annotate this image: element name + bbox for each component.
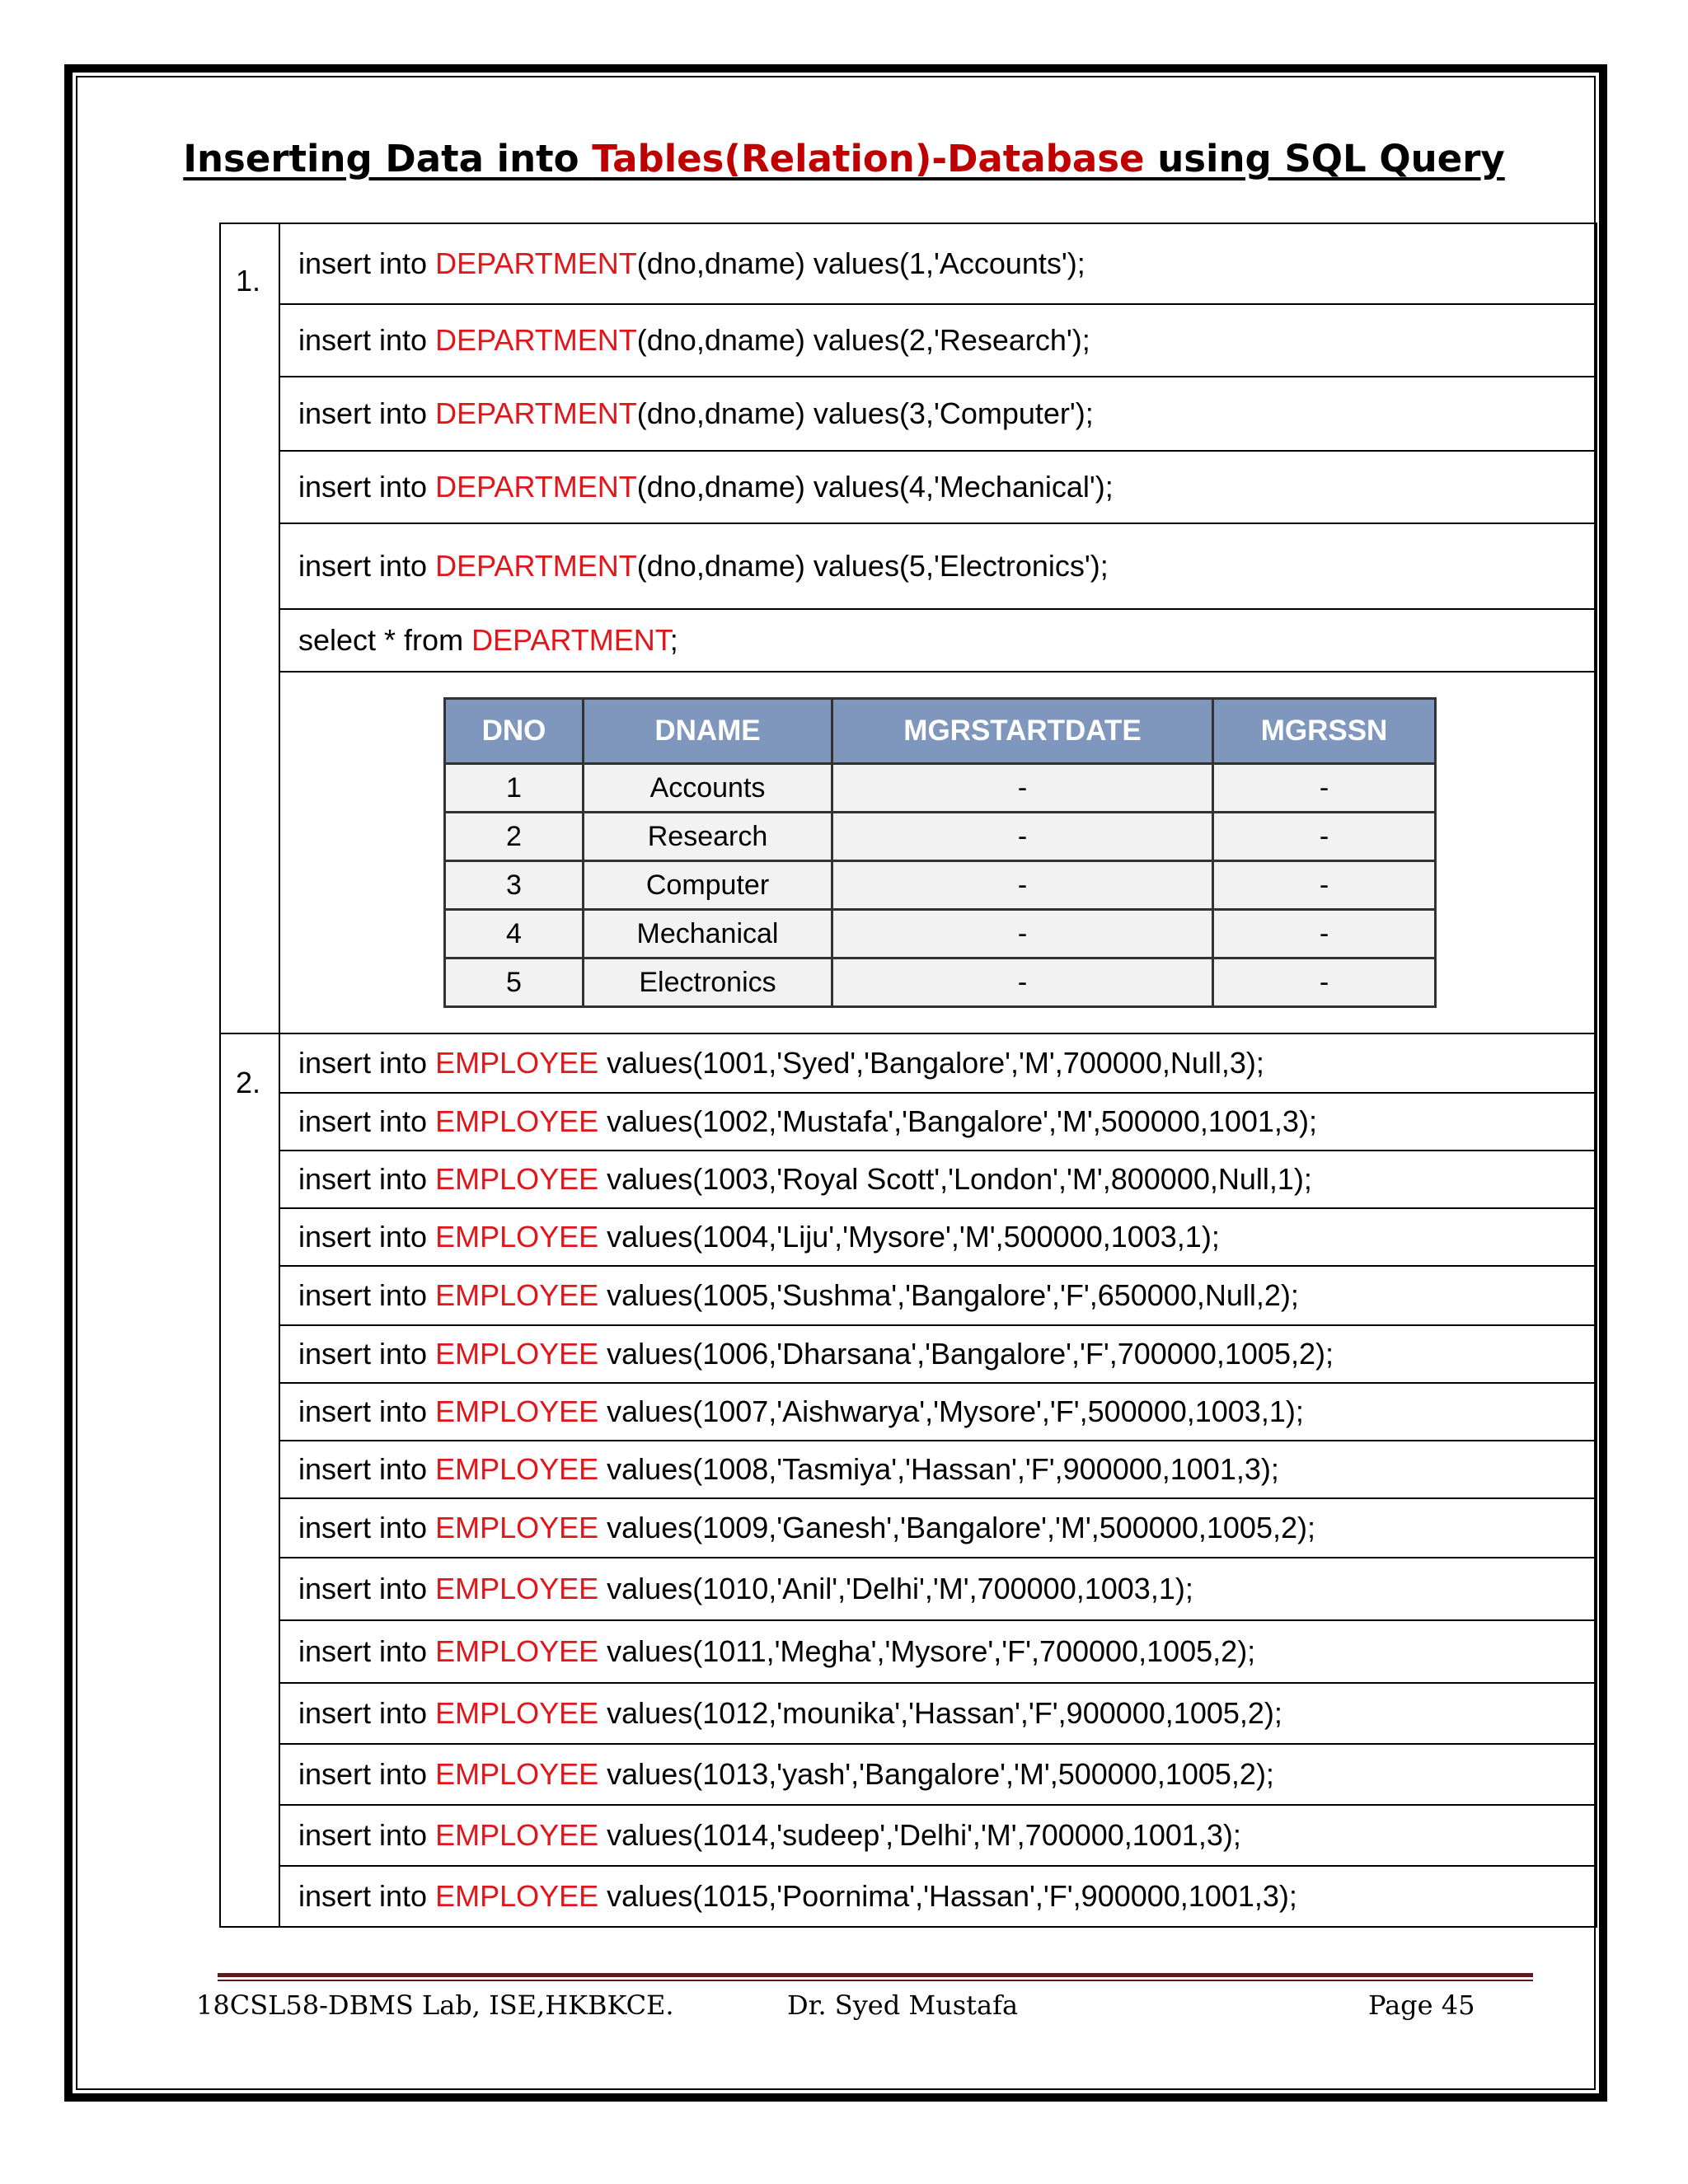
table-cell: - bbox=[1213, 813, 1436, 861]
sql-text: values(1001,'Syed','Bangalore','M',700000,Null,3); bbox=[598, 1046, 1264, 1080]
sql-text: insert into bbox=[298, 1511, 436, 1544]
section1-result-row bbox=[220, 672, 1597, 1033]
table-cell: Accounts bbox=[584, 764, 832, 813]
sql-text: values(1002,'Mustafa','Bangalore','M',500000,1001,3); bbox=[598, 1104, 1317, 1138]
section2-row bbox=[220, 1383, 1597, 1441]
section1-row bbox=[220, 609, 1597, 672]
section-number bbox=[220, 1033, 279, 1927]
sql-text: values(1012,'mounika','Hassan','F',900000,1005,2); bbox=[598, 1696, 1282, 1730]
table-row bbox=[445, 764, 1436, 813]
section2-row bbox=[220, 1620, 1597, 1683]
section1-row bbox=[220, 223, 1597, 304]
sql-text: (dno,dname) values(5,'Electronics'); bbox=[636, 549, 1109, 583]
table-cell: - bbox=[1213, 764, 1436, 813]
sql-statement bbox=[279, 1620, 1597, 1683]
sql-text: values(1007,'Aishwarya','Mysore','F',500000,1003,1); bbox=[598, 1394, 1304, 1428]
sql-text: insert into bbox=[298, 470, 436, 504]
sql-text: select * from bbox=[298, 623, 472, 657]
sql-text: ; bbox=[669, 623, 678, 657]
section2-row bbox=[220, 1151, 1597, 1208]
section2-row bbox=[220, 1866, 1597, 1927]
column-header: DNAME bbox=[584, 699, 832, 764]
page-title bbox=[0, 137, 1688, 180]
sql-text: values(1004,'Liju','Mysore','M',500000,1003,1); bbox=[598, 1220, 1220, 1254]
sql-text: insert into bbox=[298, 1757, 436, 1791]
sql-statement bbox=[279, 1266, 1597, 1325]
sql-text: values(1014,'sudeep','Delhi','M',700000,1001,3); bbox=[598, 1818, 1241, 1852]
sql-text: insert into bbox=[298, 1162, 436, 1196]
sql-statement bbox=[279, 1093, 1597, 1151]
sql-statements-table bbox=[219, 223, 1597, 1928]
sql-text: insert into bbox=[298, 1220, 436, 1254]
footer-course: 18CSL58-DBMS Lab, ISE,HKBKCE. bbox=[196, 1990, 674, 2021]
sql-text: (dno,dname) values(4,'Mechanical'); bbox=[636, 470, 1114, 504]
sql-text: values(1010,'Anil','Delhi','M',700000,1003,1); bbox=[598, 1572, 1193, 1605]
sql-text: insert into bbox=[298, 1046, 436, 1080]
sql-text: insert into bbox=[298, 1452, 436, 1486]
table-cell: Electronics bbox=[584, 958, 832, 1007]
table-row bbox=[445, 910, 1436, 958]
section2-row bbox=[220, 1033, 1597, 1093]
footer-rule-thin bbox=[218, 1980, 1533, 1981]
sql-statement bbox=[279, 377, 1597, 451]
footer-page-number: Page 45 bbox=[1368, 1990, 1475, 2021]
section2-number: 2. bbox=[236, 1066, 261, 1099]
footer-author: Dr. Syed Mustafa bbox=[787, 1990, 1019, 2021]
section2-row bbox=[220, 1805, 1597, 1866]
sql-statement bbox=[279, 1866, 1597, 1927]
table-cell: Research bbox=[584, 813, 832, 861]
sql-text: values(1013,'yash','Bangalore','M',500000,1005,2); bbox=[598, 1757, 1274, 1791]
table-cell: 4 bbox=[445, 910, 584, 958]
table-name-keyword: EMPLOYEE bbox=[435, 1394, 599, 1428]
table-cell: - bbox=[1213, 910, 1436, 958]
table-name-keyword: DEPARTMENT bbox=[435, 323, 637, 357]
query-result-cell bbox=[279, 672, 1597, 1033]
sql-statement bbox=[279, 1683, 1597, 1744]
table-name-keyword: EMPLOYEE bbox=[435, 1818, 599, 1852]
sql-text: values(1008,'Tasmiya','Hassan','F',900000,1001,3); bbox=[598, 1452, 1279, 1486]
sql-text: insert into bbox=[298, 1394, 436, 1428]
sql-statement bbox=[279, 1744, 1597, 1805]
section2-row bbox=[220, 1744, 1597, 1805]
title-part-1: Inserting Data into bbox=[183, 137, 593, 180]
sql-text: insert into bbox=[298, 246, 436, 280]
table-cell: - bbox=[1213, 958, 1436, 1007]
table-name-keyword: EMPLOYEE bbox=[435, 1757, 599, 1791]
sql-statement bbox=[279, 223, 1597, 304]
sql-text: insert into bbox=[298, 1104, 436, 1138]
table-name-keyword: DEPARTMENT bbox=[435, 549, 637, 583]
sql-statement bbox=[279, 609, 1597, 672]
sql-text: insert into bbox=[298, 1278, 436, 1312]
table-name-keyword: EMPLOYEE bbox=[435, 1220, 599, 1254]
table-cell: 1 bbox=[445, 764, 584, 813]
column-header: DNO bbox=[445, 699, 584, 764]
sql-statement bbox=[279, 1325, 1597, 1383]
sql-text: (dno,dname) values(2,'Research'); bbox=[636, 323, 1090, 357]
sql-text: values(1006,'Dharsana','Bangalore','F',700000,1005,2); bbox=[598, 1337, 1334, 1371]
result-header-row bbox=[445, 699, 1436, 764]
sql-statement bbox=[279, 1558, 1597, 1620]
section1-row bbox=[220, 523, 1597, 609]
section2-row bbox=[220, 1208, 1597, 1266]
sql-text: values(1015,'Poornima','Hassan','F',900000,1001,3); bbox=[598, 1879, 1297, 1913]
table-name-keyword: EMPLOYEE bbox=[435, 1879, 599, 1913]
sql-text: insert into bbox=[298, 1818, 436, 1852]
table-name-keyword: DEPARTMENT bbox=[435, 246, 637, 280]
sql-text: insert into bbox=[298, 1634, 436, 1668]
table-name-keyword: EMPLOYEE bbox=[435, 1572, 599, 1605]
title-part-2: Tables(Relation)-Database bbox=[592, 137, 1145, 180]
table-cell: - bbox=[832, 910, 1213, 958]
table-cell: 2 bbox=[445, 813, 584, 861]
table-cell: Computer bbox=[584, 861, 832, 910]
sql-text: (dno,dname) values(3,'Computer'); bbox=[636, 396, 1094, 430]
section1-row bbox=[220, 451, 1597, 523]
table-name-keyword: EMPLOYEE bbox=[435, 1278, 599, 1312]
table-name-keyword: EMPLOYEE bbox=[435, 1162, 599, 1196]
table-name-keyword: DEPARTMENT bbox=[435, 470, 637, 504]
section-number bbox=[220, 223, 279, 1033]
table-cell: Mechanical bbox=[584, 910, 832, 958]
sql-statement bbox=[279, 1208, 1597, 1266]
table-cell: - bbox=[832, 958, 1213, 1007]
table-name-keyword: DEPARTMENT bbox=[471, 623, 670, 657]
department-result-table bbox=[443, 697, 1437, 1008]
section1-number: 1. bbox=[236, 264, 261, 298]
sql-text: insert into bbox=[298, 1879, 436, 1913]
sql-statement bbox=[279, 451, 1597, 523]
section1-row bbox=[220, 304, 1597, 377]
section2-row bbox=[220, 1441, 1597, 1498]
table-cell: 5 bbox=[445, 958, 584, 1007]
table-name-keyword: EMPLOYEE bbox=[435, 1696, 599, 1730]
sql-statement bbox=[279, 1498, 1597, 1558]
table-row bbox=[445, 958, 1436, 1007]
table-name-keyword: EMPLOYEE bbox=[435, 1452, 599, 1486]
sql-statement bbox=[279, 304, 1597, 377]
sql-text: values(1009,'Ganesh','Bangalore','M',500000,1005,2); bbox=[598, 1511, 1315, 1544]
column-header: MGRSSN bbox=[1213, 699, 1436, 764]
sql-statement bbox=[279, 523, 1597, 609]
footer-rule-thick bbox=[218, 1973, 1533, 1977]
table-cell: - bbox=[1213, 861, 1436, 910]
sql-text: values(1003,'Royal Scott','London','M',800000,Null,1); bbox=[598, 1162, 1312, 1196]
section2-row bbox=[220, 1325, 1597, 1383]
table-cell: - bbox=[832, 813, 1213, 861]
sql-text: insert into bbox=[298, 1572, 436, 1605]
sql-text: values(1011,'Megha','Mysore','F',700000,1005,2); bbox=[598, 1634, 1256, 1668]
table-row bbox=[445, 813, 1436, 861]
table-cell: - bbox=[832, 861, 1213, 910]
section2-row bbox=[220, 1266, 1597, 1325]
table-name-keyword: EMPLOYEE bbox=[435, 1634, 599, 1668]
sql-statement bbox=[279, 1033, 1597, 1093]
sql-text: insert into bbox=[298, 1696, 436, 1730]
column-header: MGRSTARTDATE bbox=[832, 699, 1213, 764]
sql-text: insert into bbox=[298, 323, 436, 357]
table-name-keyword: EMPLOYEE bbox=[435, 1337, 599, 1371]
table-name-keyword: EMPLOYEE bbox=[435, 1104, 599, 1138]
sql-text: insert into bbox=[298, 549, 436, 583]
sql-statement bbox=[279, 1805, 1597, 1866]
section2-row bbox=[220, 1498, 1597, 1558]
sql-text: insert into bbox=[298, 396, 436, 430]
title-part-3: using SQL Query bbox=[1144, 137, 1505, 180]
section2-row bbox=[220, 1683, 1597, 1744]
section1-row bbox=[220, 377, 1597, 451]
table-name-keyword: DEPARTMENT bbox=[435, 396, 637, 430]
sql-text: values(1005,'Sushma','Bangalore','F',650000,Null,2); bbox=[598, 1278, 1299, 1312]
sql-statement bbox=[279, 1383, 1597, 1441]
table-cell: 3 bbox=[445, 861, 584, 910]
sql-text: (dno,dname) values(1,'Accounts'); bbox=[636, 246, 1085, 280]
sql-statement bbox=[279, 1151, 1597, 1208]
section2-row bbox=[220, 1093, 1597, 1151]
sql-text: insert into bbox=[298, 1337, 436, 1371]
sql-statement bbox=[279, 1441, 1597, 1498]
table-cell: - bbox=[832, 764, 1213, 813]
section2-row bbox=[220, 1558, 1597, 1620]
table-name-keyword: EMPLOYEE bbox=[435, 1046, 599, 1080]
table-row bbox=[445, 861, 1436, 910]
table-name-keyword: EMPLOYEE bbox=[435, 1511, 599, 1544]
